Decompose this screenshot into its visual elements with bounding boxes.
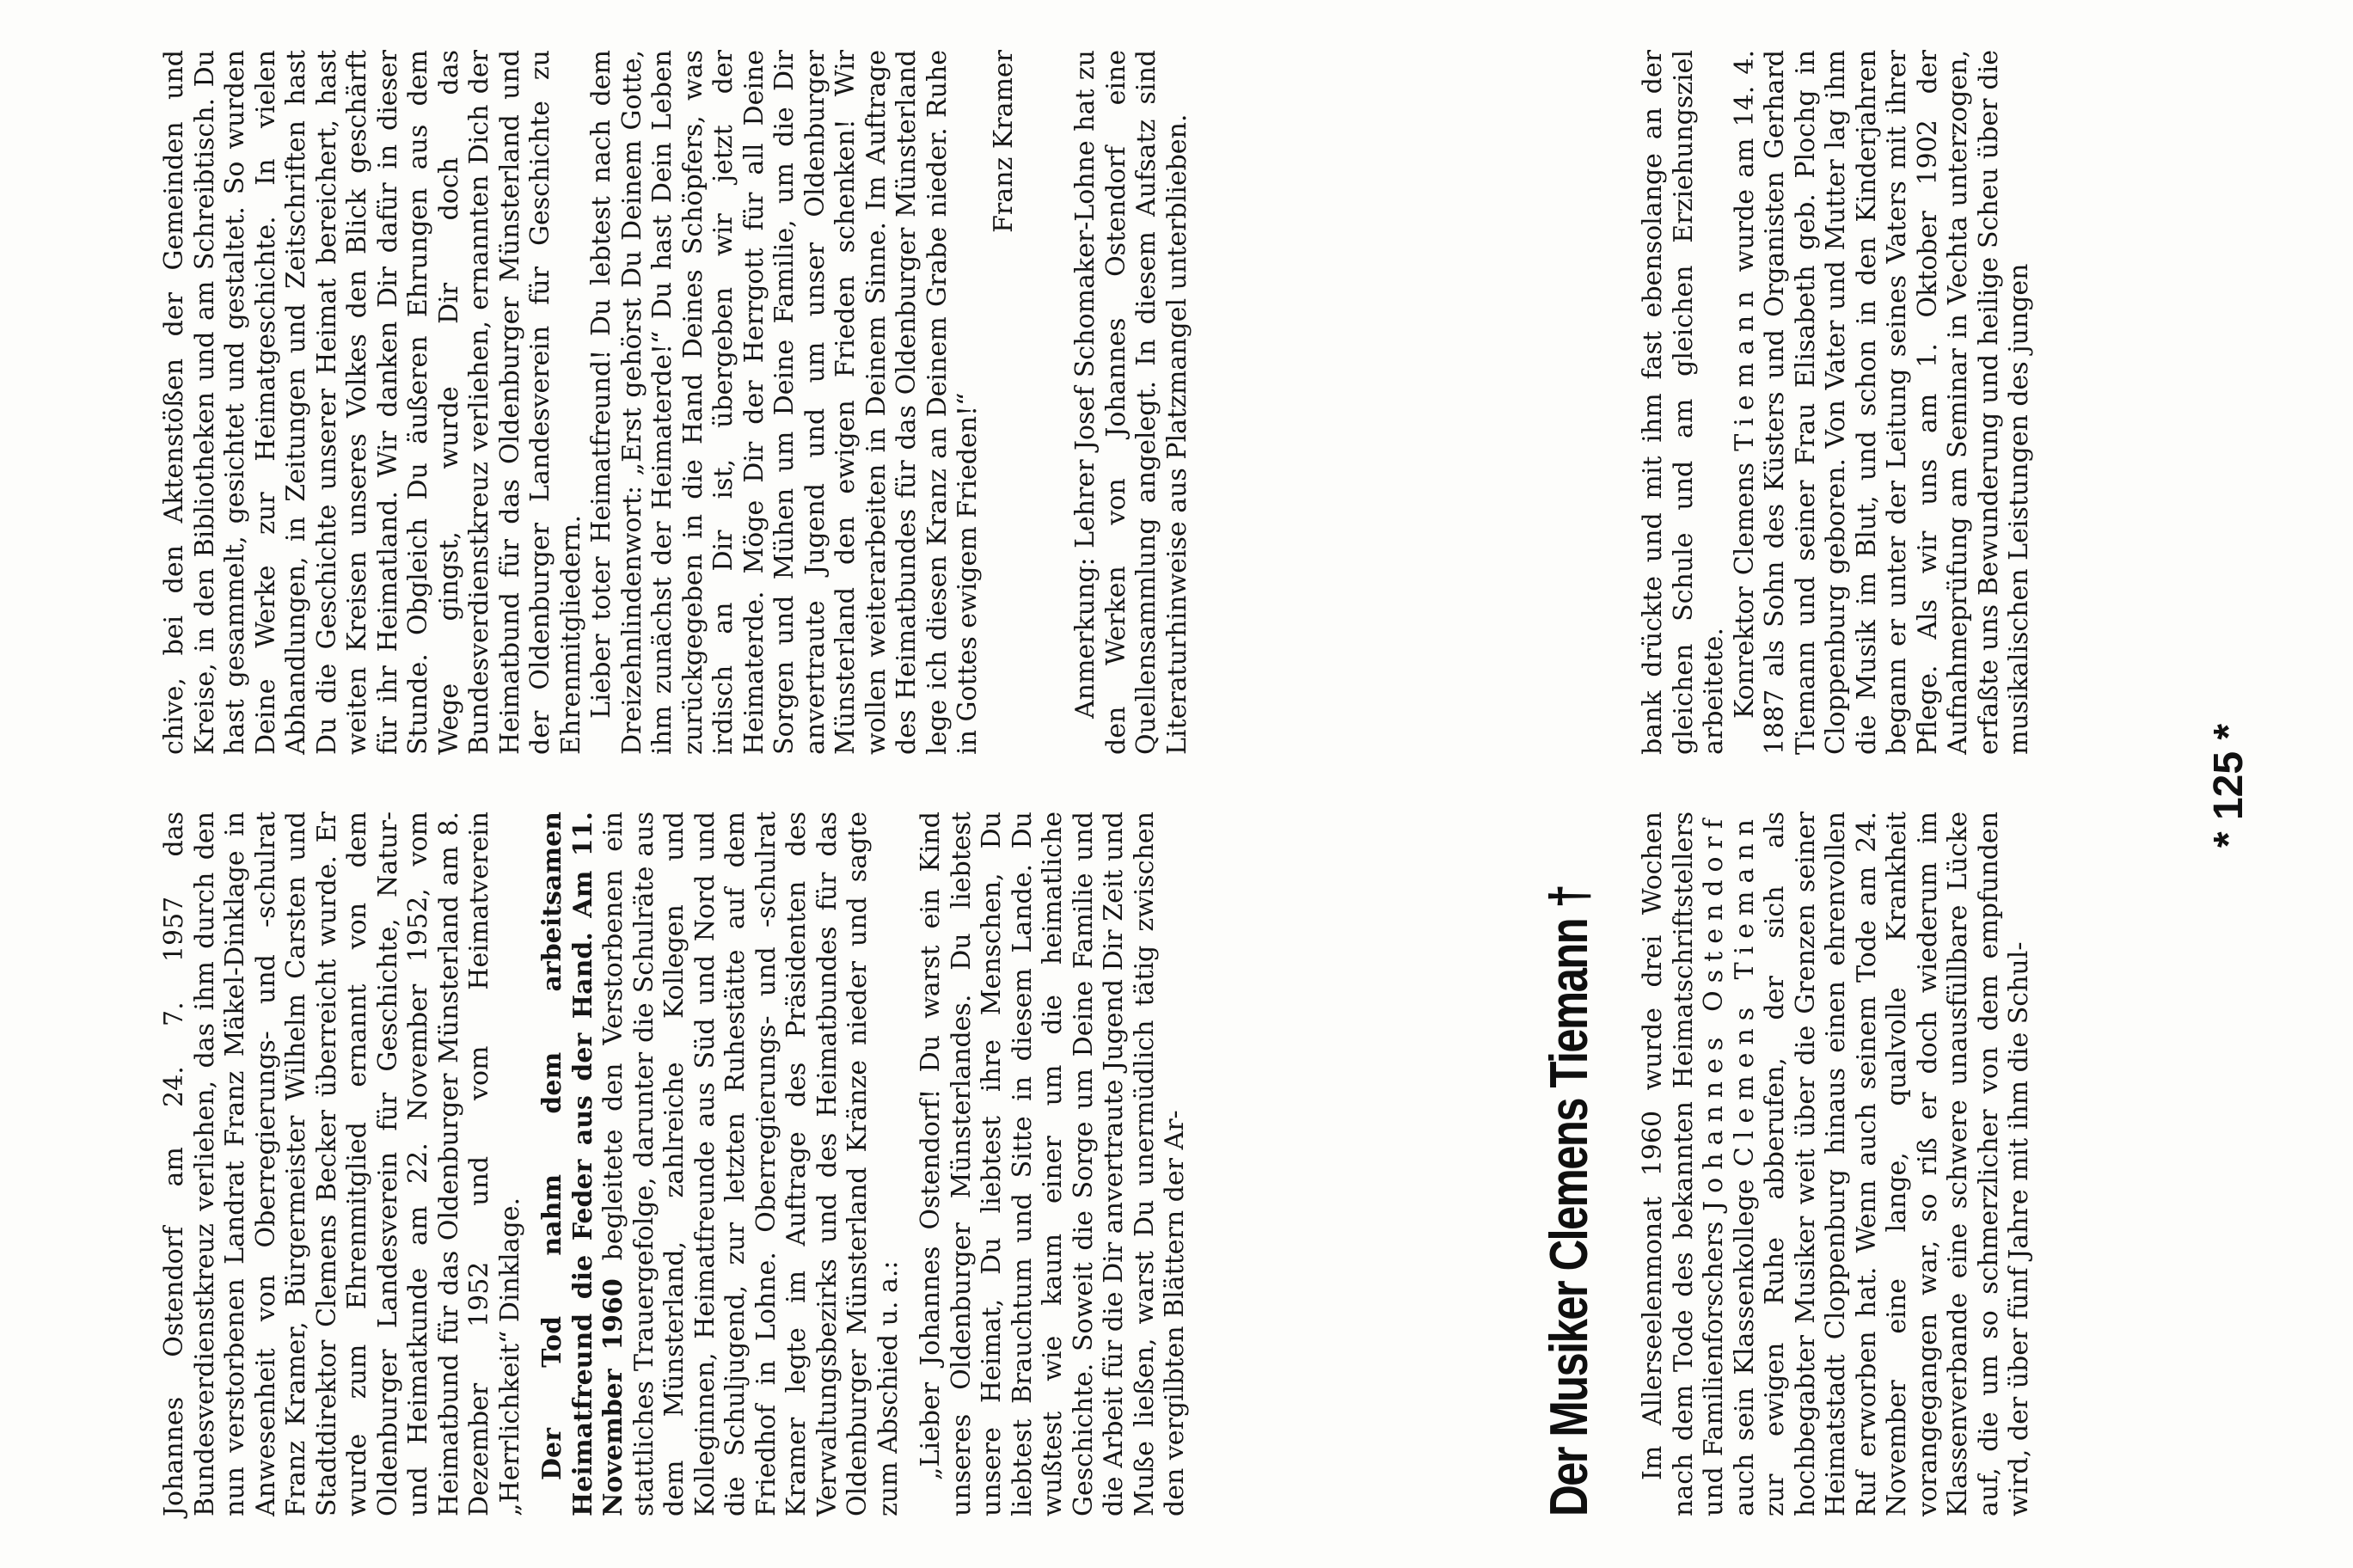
column-top-left (159, 812, 1191, 1516)
person-name: Tiemann (1729, 283, 1760, 451)
paragraph: bank drückte und mit ihm fast ebensolange an der gleichen Schule und am gleichen Erziehungsziel arbeitete. (1638, 50, 1729, 755)
page-number: * 125 * (2206, 723, 2252, 848)
paragraph-text: begleitete den Verstorbenen ein stattliches Trauergefolge, darunter die Schulräte aus dem Münsterland, zahlreiche Kollegen und Kolleginnen, Heimatfreunde aus Süd und Nord und die Schuljugend, zur letzten Ruhestätte auf dem Friedhof in Lohne. Oberregierungs- und -schulrat Kramer legte im Auftrage des Präsidenten des Verwaltungsbezirks und des Heimatbundes für das Oldenburger Münsterland Kränze nieder und sagte zum Abschied u. a.: (598, 812, 904, 1516)
person-name: Clemens Tiemann (1729, 812, 1760, 1167)
bold-text: Der Tod nahm dem arbeitsamen Heimatfreund die Feder aus der Hand. Am 11. November 1960 (537, 812, 628, 1516)
signature: Franz Kramer (988, 50, 1019, 233)
column-bottom-left (1638, 812, 2035, 1516)
paragraph (1730, 50, 2035, 755)
paragraph-text: Im Allerseelenmonat 1960 wurde drei Wochen nach dem Tode des bekannten Heimatschriftstellers und Familienforschers (1638, 812, 1729, 1516)
paragraph-text: auch sein Klassenkollege (1729, 1167, 1760, 1516)
paragraph: chive, bei den Aktenstößen der Gemeinden und Kreise, in den Bibliotheken und am Schreibtisch. Du hast gesammelt, gesichtet und gestaltet. So wurden Deine Werke zur Heimatgeschichte. In vielen Abhandlungen, in Zeitungen und Zeitschriften hast Du die Geschichte unserer Heimat bereichert, hast weiten Kreisen unseres Volkes den Blick geschärft für ihr Heimatland. Wir danken Dir dafür in dieser Stunde. Obgleich Du äußeren Ehrungen aus dem Wege gingst, wurde Dir doch das Bundesverdienstkreuz verliehen, ernannten Dich der Heimatbund für das Oldenburger Münsterland und der Oldenburger Landesverein für Geschichte zu Ehrenmitgliedern. (159, 50, 586, 755)
column-top-right (159, 50, 1192, 755)
column-bottom-right (1638, 50, 2035, 755)
paragraph: Johannes Ostendorf am 24. 7. 1957 das Bundesverdienstkreuz verliehen, das ihm durch den nun verstorbenen Landrat Franz Mäkel-Dinklage in Anwesenheit von Oberregierungs- und -schulrat Franz Kramer, Bürgermeister Wilhelm Carsten und Stadtdirektor Clemens Becker überreicht wurde. Er wurde zum Ehrenmitglied ernannt von dem Oldenburger Landesverein für Geschichte, Natur- und Heimatkunde am 22. November 1952, vom Heimatbund für das Oldenburger Münsterland am 8. Dezember 1952 und vom Heimatverein „Herrlichkeit“ Dinklage. (159, 812, 525, 1516)
paragraph-text: wurde am 14. 4. 1887 als Sohn des Küsters und Organisten Gerhard Tiemann und seiner Frau Elisabeth geb. Plochg in Cloppenburg geboren. Von Vater und Mutter lag ihm die Musik im Blut, und schon in den Kinderjahren begann er unter der Leitung seines Vaters mit ihrer Pflege. Als wir uns am 1. Oktober 1902 der Aufnahmeprüfung am Seminar in Vechta unterzogen, erfaßte uns Bewunderung und heilige Scheu über die musikalischen Leistungen des jungen (1729, 49, 2034, 755)
paragraph-text: zur ewigen Ruhe abberufen, der sich als hochbegabter Musiker weit über die Grenzen seiner Heimatstadt Cloppenburg hinaus einen ehrenvollen Ruf erworben hat. Wenn auch seinem Tode am 24. November eine lange, qualvolle Krankheit vorangegangen war, so riß er doch wiederum im Klassenverbande eine schwere unausfüllbare Lücke auf, die um so schmerzlicher von dem empfunden wird, der über fünf Jahre mit ihm die Schul- (1760, 812, 2034, 1516)
paragraph (1638, 812, 2035, 1516)
footnote: Anmerkung: Lehrer Josef Schomaker-Lohne hat zu den Werken von Johannes Ostendorf eine Quellensammlung angelegt. In diesem Aufsatz sind Literaturhinweise aus Platzmangel unterblieben. (1070, 50, 1192, 755)
paragraph: Lieber toter Heimatfreund! Du lebtest nach dem Dreizehnlindenwort: „Erst gehörst Du Deinem Gotte, ihm zunächst der Heimaterde!“ Du hast Dein Leben zurückgegeben in die Hand Deines Schöpfers, was irdisch an Dir ist, übergeben wir jetzt der Heimaterde. Möge Dir der Herrgott für all Deine Sorgen und Mühen um Deine Familie, um die Dir anvertraute Jugend und um unser Oldenburger Münsterland den ewigen Frieden schenken! Wir wollen weiterarbeiten in Deinem Sinne. Im Auftrage des Heimatbundes für das Oldenburger Münsterland lege ich diesen Kranz an Deinem Grabe nieder. Ruhe in Gottes ewigem Frieden!“ (586, 50, 983, 755)
paragraph-text: Konrektor Clemens (1729, 450, 1760, 719)
paragraph: „Lieber Johannes Ostendorf! Du warst ein Kind unseres Oldenburger Münsterlandes. Du liebtest unsere Heimat, Du liebtest ihre Menschen, Du liebtest Brauchtum und Sitte in diesem Lande. Du wußtest wie kaum einer um die heimatliche Geschichte. Soweit die Sorge um Deine Familie und die Arbeit für die Dir anvertraute Jugend Dir Zeit und Muße ließen, warst Du unermüdlich tätig zwischen den vergilbten Blättern der Ar- (916, 812, 1190, 1516)
article-heading: Der Musiker Clemens Tiemann † (1540, 885, 1599, 1516)
paragraph (537, 812, 904, 1516)
person-name: Johannes Ostendorf (1699, 812, 1729, 1211)
